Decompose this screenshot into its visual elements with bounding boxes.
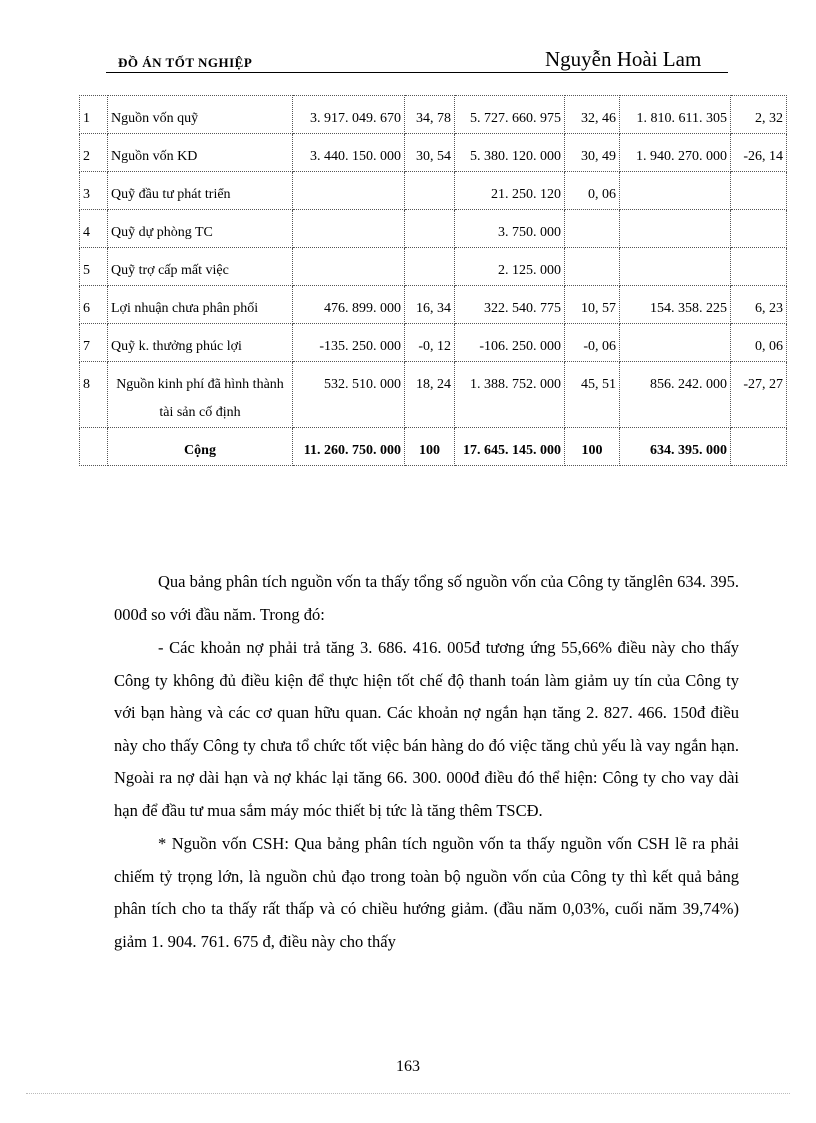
change-percent: 6, 23 — [731, 286, 787, 324]
row-name: Quỹ đầu tư phát triển — [108, 172, 293, 210]
header-rule — [106, 72, 728, 73]
table-row — [80, 172, 787, 210]
start-year-percent — [405, 248, 455, 286]
table-row — [80, 286, 787, 324]
end-year-percent: 10, 57 — [565, 286, 620, 324]
body-text — [114, 566, 739, 958]
end-year-value: 322. 540. 775 — [455, 286, 565, 324]
table-row — [80, 134, 787, 172]
row-number: 4 — [80, 210, 108, 248]
footer-rule — [26, 1093, 790, 1094]
table-row — [80, 248, 787, 286]
table-row — [80, 324, 787, 362]
change-value: 1. 810. 611. 305 — [620, 96, 731, 134]
end-year-percent: 32, 46 — [565, 96, 620, 134]
start-year-percent — [405, 210, 455, 248]
end-year-value: 5. 727. 660. 975 — [455, 96, 565, 134]
row-number: 7 — [80, 324, 108, 362]
start-year-percent: 34, 78 — [405, 96, 455, 134]
start-year-percent: -0, 12 — [405, 324, 455, 362]
change-percent: 2, 32 — [731, 96, 787, 134]
start-year-value: -135. 250. 000 — [293, 324, 405, 362]
row-number: 8 — [80, 362, 108, 428]
end-year-value: 5. 380. 120. 000 — [455, 134, 565, 172]
total-end-percent: 100 — [565, 428, 620, 466]
end-year-percent: 45, 51 — [565, 362, 620, 428]
row-name: Nguồn vốn KD — [108, 134, 293, 172]
row-number: 1 — [80, 96, 108, 134]
end-year-value: 3. 750. 000 — [455, 210, 565, 248]
total-start-percent: 100 — [405, 428, 455, 466]
start-year-value: 476. 899. 000 — [293, 286, 405, 324]
change-percent: -27, 27 — [731, 362, 787, 428]
start-year-percent: 18, 24 — [405, 362, 455, 428]
row-number: 2 — [80, 134, 108, 172]
paragraph-2: - Các khoản nợ phải trả tăng 3. 686. 416. 005đ tương ứng 55,66% điều này cho thấy Công ty không đủ điều kiện để thực hiện tốt chế độ thanh toán làm giảm uy tín của Công ty với bạn hàng và các cơ quan hữu quan. Các khoản nợ ngắn hạn tăng 2. 827. 466. 150đ điều này cho thấy Công ty chưa tổ chức tốt việc bán hàng do đó việc tăng chủ yếu là vay ngắn hạn. Ngoài ra nợ dài hạn và nợ khác lại tăng 66. 300. 000đ điều đó thể hiện: Công ty cho vay dài hạn để đầu tư mua sắm máy móc thiết bị tức là tăng thêm TSCĐ. — [114, 638, 739, 820]
end-year-value: 1. 388. 752. 000 — [455, 362, 565, 428]
change-value — [620, 248, 731, 286]
end-year-value: 21. 250. 120 — [455, 172, 565, 210]
total-end-value: 17. 645. 145. 000 — [455, 428, 565, 466]
end-year-percent: 30, 49 — [565, 134, 620, 172]
table-row — [80, 96, 787, 134]
row-name: Quỹ trợ cấp mất việc — [108, 248, 293, 286]
change-value — [620, 324, 731, 362]
row-name: Quỹ k. thưởng phúc lợi — [108, 324, 293, 362]
end-year-percent: 0, 06 — [565, 172, 620, 210]
change-value — [620, 172, 731, 210]
start-year-value: 3. 440. 150. 000 — [293, 134, 405, 172]
row-number: 3 — [80, 172, 108, 210]
start-year-value — [293, 172, 405, 210]
row-number: 5 — [80, 248, 108, 286]
total-change-value: 634. 395. 000 — [620, 428, 731, 466]
row-number: 6 — [80, 286, 108, 324]
total-label: Cộng — [108, 428, 293, 466]
table-row — [80, 210, 787, 248]
page-number: 163 — [396, 1058, 420, 1075]
start-year-percent — [405, 172, 455, 210]
start-year-value: 3. 917. 049. 670 — [293, 96, 405, 134]
header-title: ĐỒ ÁN TỐT NGHIỆP — [118, 55, 253, 70]
end-year-value: -106. 250. 000 — [455, 324, 565, 362]
header-author: Nguyễn Hoài Lam — [545, 47, 702, 71]
change-value: 1. 940. 270. 000 — [620, 134, 731, 172]
change-percent — [731, 172, 787, 210]
end-year-value: 2. 125. 000 — [455, 248, 565, 286]
change-percent — [731, 210, 787, 248]
row-name: Nguồn vốn quỹ — [108, 96, 293, 134]
row-name: Lợi nhuận chưa phân phối — [108, 286, 293, 324]
change-value: 154. 358. 225 — [620, 286, 731, 324]
start-year-value — [293, 248, 405, 286]
paragraph-1: Qua bảng phân tích nguồn vốn ta thấy tổng số nguồn vốn của Công ty tănglên 634. 395. 000đ so với đầu năm. Trong đó: — [114, 572, 739, 624]
start-year-value: 532. 510. 000 — [293, 362, 405, 428]
change-percent: 0, 06 — [731, 324, 787, 362]
table-row — [80, 362, 787, 428]
end-year-percent — [565, 210, 620, 248]
change-value: 856. 242. 000 — [620, 362, 731, 428]
start-year-value — [293, 210, 405, 248]
end-year-percent — [565, 248, 620, 286]
change-percent — [731, 248, 787, 286]
total-change-percent — [731, 428, 787, 466]
start-year-percent: 16, 34 — [405, 286, 455, 324]
start-year-percent: 30, 54 — [405, 134, 455, 172]
row-name: Nguồn kinh phí đã hình thành tài sản cố định — [108, 362, 293, 428]
row-name: Quỹ dự phòng TC — [108, 210, 293, 248]
paragraph-3: * Nguồn vốn CSH: Qua bảng phân tích nguồn vốn ta thấy nguồn vốn CSH lẽ ra phải chiếm tỷ trọng lớn, là nguồn chủ đạo trong toàn bộ nguồn vốn của Công ty thì kết quả bảng phân tích cho ta thấy rất thấp và có chiều hướng giảm. (đầu năm 0,03%, cuối năm 39,74%) giảm 1. 904. 761. 675 đ, điều này cho thấy — [114, 834, 739, 951]
total-start-value: 11. 260. 750. 000 — [293, 428, 405, 466]
change-value — [620, 210, 731, 248]
total-number — [80, 428, 108, 466]
end-year-percent: -0, 06 — [565, 324, 620, 362]
table-total-row — [80, 428, 787, 466]
capital-analysis-table — [79, 95, 787, 466]
change-percent: -26, 14 — [731, 134, 787, 172]
